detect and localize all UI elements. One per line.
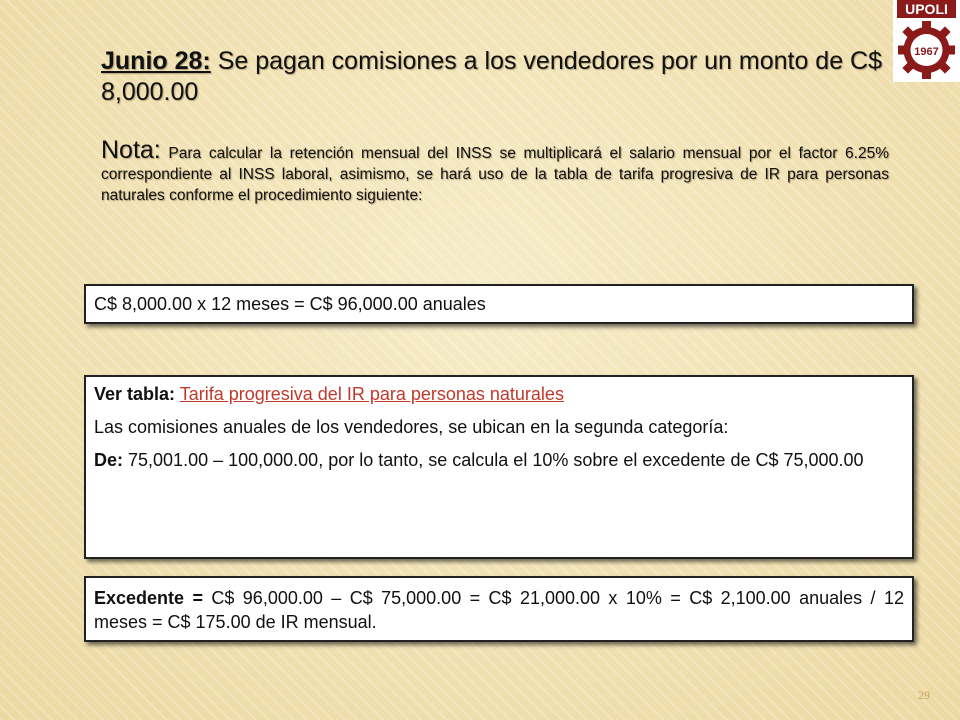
title-text: Se pagan comisiones a los vendedores por un monto de C$ 8,000.00 xyxy=(101,47,883,106)
excedente-box xyxy=(84,576,914,642)
page-number: 29 xyxy=(918,688,930,702)
note-lead: Nota: xyxy=(101,136,161,164)
ir-table-link[interactable]: Tarifa progresiva del IR para personas naturales xyxy=(179,384,564,404)
title-date: Junio 28: xyxy=(101,47,211,75)
de-label: De: xyxy=(94,450,124,470)
annual-calculation-box xyxy=(84,284,914,324)
category-paragraph: Las comisiones anuales de los vendedores, se ubican en la segunda categoría: xyxy=(94,417,729,437)
ir-table-box xyxy=(84,375,914,559)
note-paragraph xyxy=(101,136,889,206)
upoli-logo xyxy=(893,0,960,82)
logo-year: 1967 xyxy=(914,46,939,58)
annual-calculation-text: C$ 8,000.00 x 12 meses = C$ 96,000.00 anuales xyxy=(94,294,486,314)
excedente-label: Excedente = xyxy=(94,588,203,608)
note-text: Para calcular la retención mensual del INSS se multiplicará el salario mensual por el factor 6.25% correspondiente al INSS laboral, asimismo, se hará uso de la tabla de tarifa progresiva de IR para personas naturales conforme el procedimiento siguiente: xyxy=(101,145,889,204)
de-text: 75,001.00 – 100,000.00, por lo tanto, se calcula el 10% sobre el excedente de C$ 75,000.00 xyxy=(123,450,864,470)
page-title xyxy=(101,46,891,108)
excedente-text: C$ 96,000.00 – C$ 75,000.00 = C$ 21,000.00 x 10% = C$ 2,100.00 anuales / 12 meses = C$ 175.00 de IR mensual. xyxy=(94,588,904,632)
ver-tabla-label: Ver tabla: xyxy=(94,384,176,404)
logo-text: UPOLI xyxy=(905,1,948,17)
